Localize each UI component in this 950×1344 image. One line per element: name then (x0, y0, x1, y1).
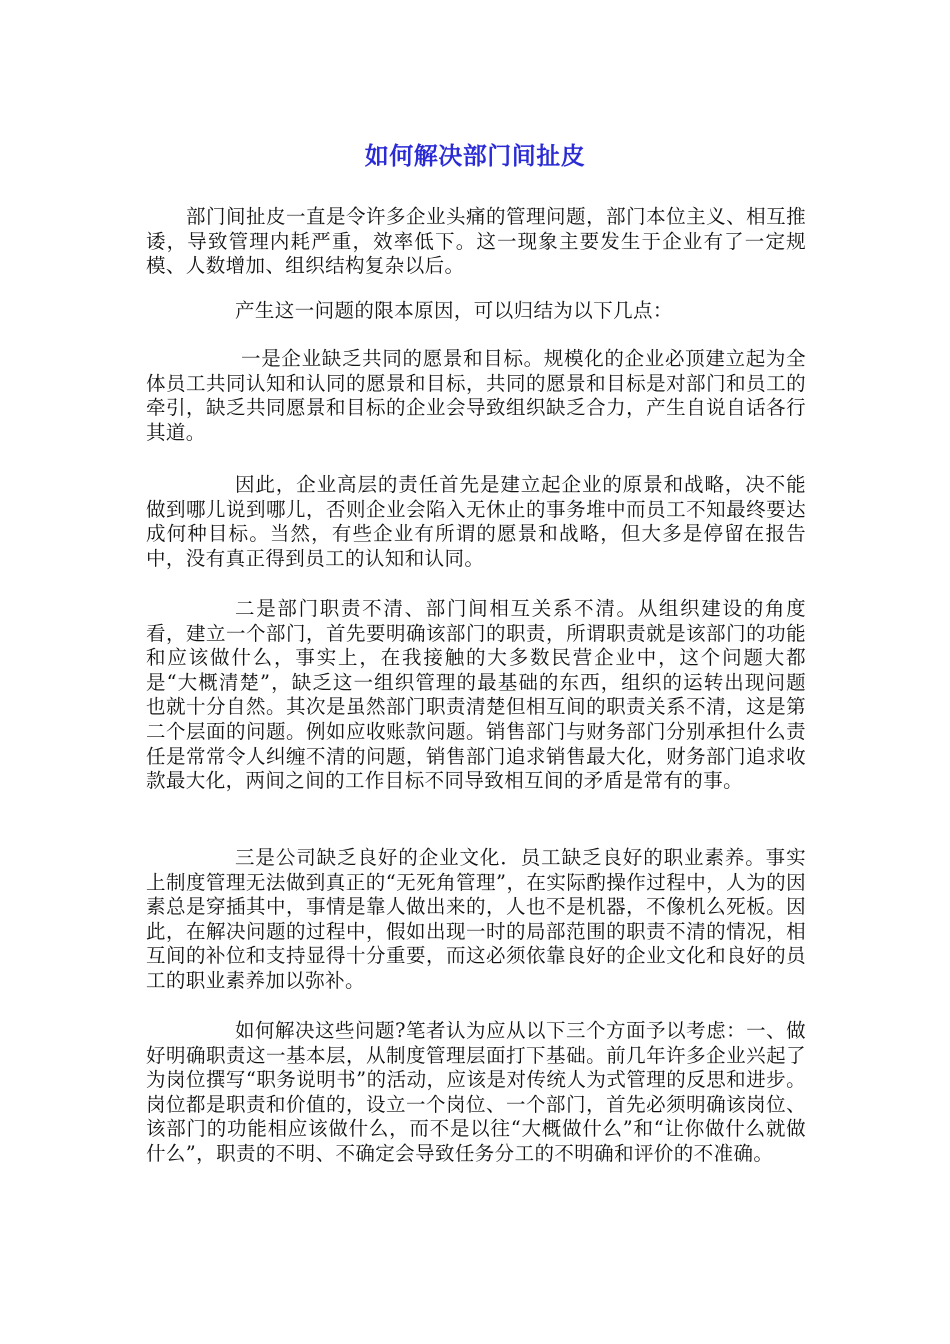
paragraph-cause-two: 二是部门职责不清、部门间相互关系不清。从组织建设的角度看，建立一个部门，首先要明确该部门的职责，所谓职责就是该部门的功能和应该做什么，事实上，在我接触的大多数民营企业中，这个问题大都是“大概清楚”，缺乏这一组织管理的最基础的东西，组织的运转出现问题 也就十分自然。其次是虽然部门职责清楚但相互间的职责关系不清，这是第二个层面的问题。例如应收账款问题。销售部门与财务部门分别承担什么责任是常常令人纠缠不清的问题，销售部门追求销售最大化，财务部门追求收款最大化，两间之间的工作目标不同导致相互间的矛盾是常有的事。 (146, 597, 806, 793)
paragraph-causes-lead: 产生这一问题的限本原因，可以归结为以下几点： (235, 299, 673, 322)
paragraph-solutions: 如何解决这些问题?笔者认为应从以下三个方面予以考虑：一、做好明确职责这一基本层，从制度管理层面打下基础。前几年许多企业兴起了为岗位撰写“职务说明书”的活动，应该是对传统人为式管理的反思和进步。岗位都是职责和价值的，设立一个岗位、一个部门，首先必须明确该岗位、该部门的功能相应该做什么，而不是以往“大概做什么”和“让你做什么就做什么”，职责的不明、不确定会导致任务分工的不明确和评价的不准确。 (146, 1019, 806, 1165)
paragraph-leadership: 因此，企业高层的责任首先是建立起企业的原景和战略，决不能做到哪儿说到哪儿，否则企业会陷入无休止的事务堆中而员工不知最终要达成何种目标。当然，有些企业有所谓的愿景和战略，但大多是停留在报告中，没有真正得到员工的认知和认同。 (146, 473, 806, 570)
paragraph-cause-one: 一是企业缺乏共同的愿景和目标。规模化的企业必顶建立起为全体员工共同认知和认同的愿景和目标，共同的愿景和目标是对部门和员工的牵引，缺乏共同愿景和目标的企业会导致组织缺乏合力，产生自说自话各行其道。 (146, 347, 806, 444)
document-title: 如何解决部门间扯皮 (364, 142, 586, 170)
paragraph-cause-three: 三是公司缺乏良好的企业文化．员工缺乏良好的职业素养。事实上制度管理无法做到真正的“无死角管理”，在实际酌操作过程中，人为的因素总是穿插其中，事情是靠人做出来的，人也不是机器，不像机么死板。因此，在解决问题的过程中，假如出现一时的局部范围的职责不清的情况，相互间的补位和支持显得十分重要，而这必须依靠良好的企业文化和良好的员工的职业素养加以弥补。 (146, 846, 806, 992)
paragraph-intro: 部门间扯皮一直是令许多企业头痛的管理问题，部门本位主义、相互推诿，导致管理内耗严重，效率低下。这一现象主要发生于企业有了一定规模、人数增加、组织结构复杂以后。 (146, 205, 806, 278)
